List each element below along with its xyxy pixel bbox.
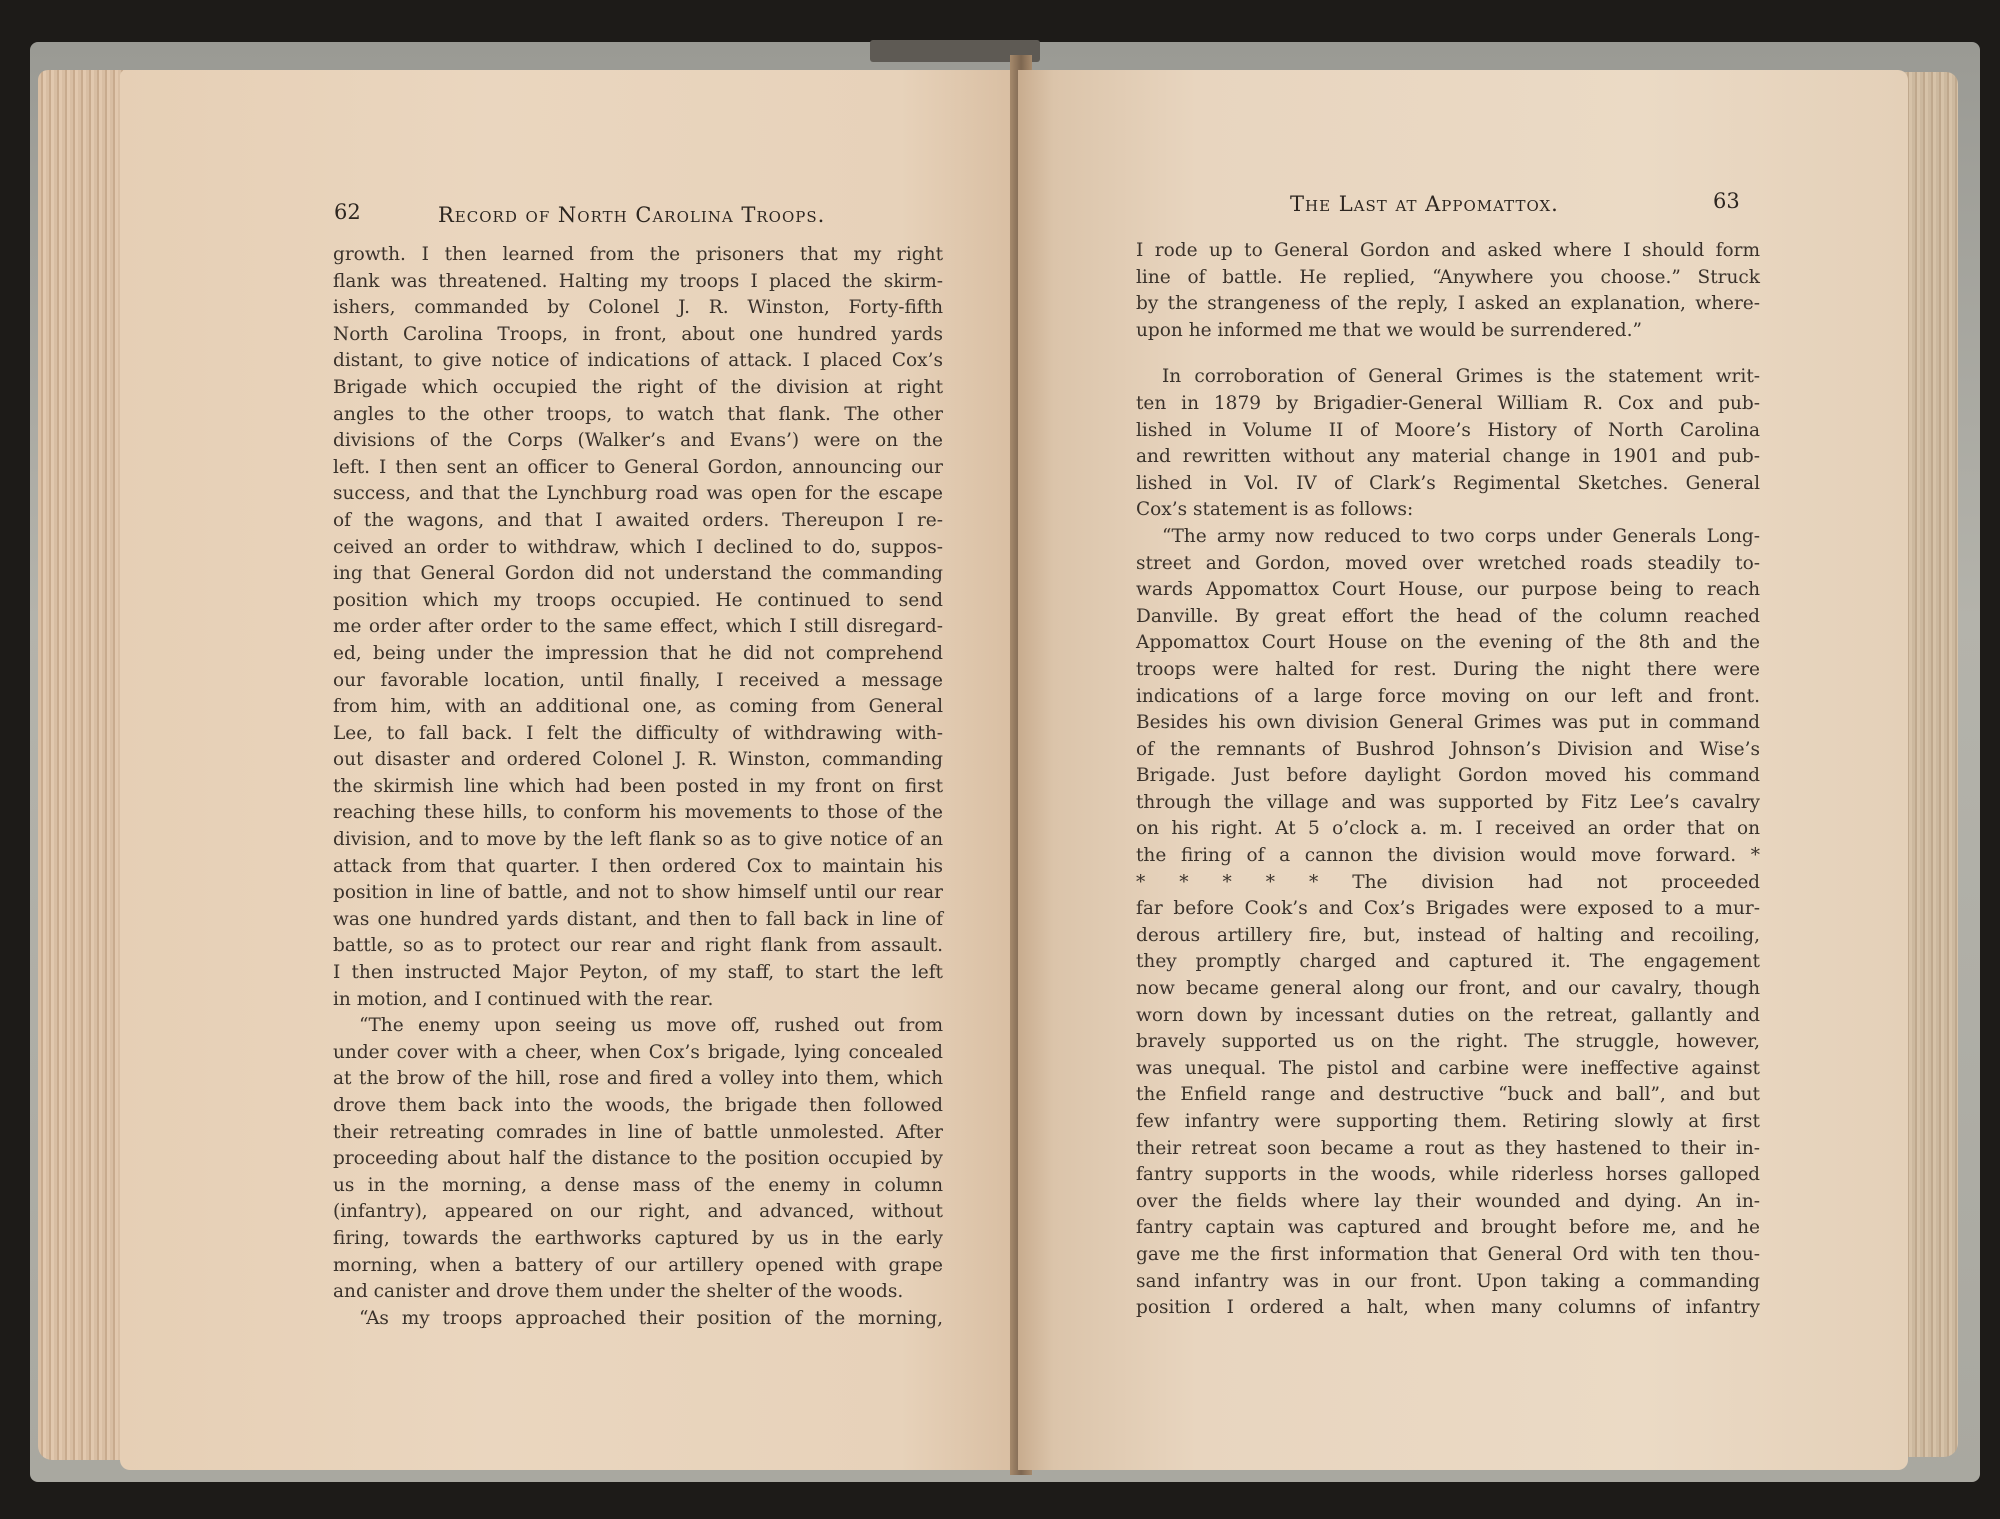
left-page (120, 70, 1038, 1470)
text-line: upon he informed me that we would be surrendered.” (1136, 319, 1642, 341)
text-line: left. I then sent an officer to General Gordon, announcing our (333, 456, 943, 478)
right-page-body (1136, 238, 1760, 1322)
text-line: proceeding about half the distance to the position occupied by (333, 1148, 943, 1170)
text-line: success, and that the Lynchburg road was open for the escape (333, 483, 943, 505)
text-line: of the remnants of Bushrod Johnson’s Division and Wise’s (1136, 738, 1760, 760)
text-line: division, and to move by the left flank so as to give notice of an (333, 829, 943, 851)
text-line: divisions of the Corps (Walker’s and Evans’) were on the (333, 430, 943, 452)
text-line: flank was threatened. Halting my troops I placed the skirm- (333, 270, 943, 292)
text-line: Brigade. Just before daylight Gordon moved his command (1136, 765, 1760, 787)
text-line: from him, with an additional one, as coming from General (333, 696, 943, 718)
text-line: lished in Vol. IV of Clark’s Regimental Sketches. General (1136, 472, 1760, 494)
left-page-number: 62 (334, 200, 361, 224)
text-line: far before Cook’s and Cox’s Brigades were exposed to a mur- (1136, 898, 1760, 920)
text-line: ceived an order to withdraw, which I declined to do, suppos- (333, 536, 943, 558)
right-running-head: The Last at Appomattox. (1290, 192, 1559, 216)
text-line: position in line of battle, and not to show himself until our rear (333, 882, 943, 904)
text-line: position I ordered a halt, when many columns of infantry (1136, 1297, 1760, 1319)
text-line: reaching these hills, to conform his movements to those of the (333, 802, 943, 824)
text-line: Brigade which occupied the right of the division at right (333, 376, 943, 398)
text-line: I then instructed Major Peyton, of my staff, to start the left (333, 962, 943, 984)
text-line: and rewritten without any material change in 1901 and pub- (1136, 446, 1760, 468)
text-line: through the village and was supported by Fitz Lee’s cavalry (1136, 791, 1760, 813)
right-page (1018, 70, 1908, 1470)
text-line: was one hundred yards distant, and then to fall back in line of (333, 908, 943, 930)
text-line: attack from that quarter. I then ordered Cox to maintain his (333, 855, 943, 877)
text-line: sand infantry was in our front. Upon taking a commanding (1136, 1270, 1760, 1292)
text-line: growth. I then learned from the prisoners that my right (333, 244, 943, 265)
text-line: battle, so as to protect our rear and right flank from assault. (333, 935, 943, 957)
text-line: firing, towards the earthworks captured by us in the early (333, 1227, 943, 1249)
text-line: Besides his own division General Grimes was put in command (1136, 712, 1760, 734)
text-line: * * * * * The division had not proceeded (1136, 871, 1760, 893)
text-line: gave me the first information that General Ord with ten thou- (1136, 1243, 1760, 1265)
text-line: ed, being under the impression that he did not comprehend (333, 642, 943, 664)
left-running-head: Record of North Carolina Troops. (438, 203, 826, 227)
text-line: distant, to give notice of indications of attack. I placed Cox’s (333, 350, 943, 372)
text-line: (infantry), appeared on our right, and advanced, without (333, 1201, 943, 1223)
text-line: now became general along our front, and our cavalry, though (1136, 978, 1760, 1000)
text-line: us in the morning, a dense mass of the enemy in column (333, 1174, 943, 1196)
text-line: by the strangeness of the reply, I asked an explanation, where- (1136, 293, 1760, 315)
text-line: “The army now reduced to two corps under Generals Long- (1162, 525, 1760, 547)
text-line: morning, when a battery of our artillery opened with grape (333, 1254, 943, 1276)
text-line: derous artillery fire, but, instead of halting and recoiling, (1136, 924, 1760, 946)
text-line: and canister and drove them under the shelter of the woods. (333, 1281, 904, 1303)
text-line: North Carolina Troops, in front, about one hundred yards (333, 323, 943, 345)
text-line: angles to the other troops, to watch that flank. The other (333, 403, 943, 425)
paragraph-gap (1136, 344, 1760, 364)
text-line: the firing of a cannon the division would move forward. * (1136, 845, 1760, 867)
text-line: “The enemy upon seeing us move off, rushed out from (359, 1015, 943, 1037)
text-line: under cover with a cheer, when Cox’s brigade, lying concealed (333, 1041, 943, 1063)
text-line: in motion, and I continued with the rear. (333, 988, 714, 1010)
text-line: the Enfield range and destructive “buck and ball”, and but (1136, 1084, 1760, 1106)
text-line: “As my troops approached their position of the morning, (359, 1307, 943, 1329)
text-line: our favorable location, until finally, I received a message (333, 669, 943, 691)
text-line: wards Appomattox Court House, our purpose being to reach (1136, 579, 1760, 601)
text-line: ing that General Gordon did not understand the commanding (333, 563, 943, 585)
left-page-body (333, 242, 943, 1332)
text-line: bravely supported us on the right. The struggle, however, (1136, 1031, 1760, 1053)
text-line: on his right. At 5 o’clock a. m. I received an order that on (1136, 818, 1760, 840)
text-line: ten in 1879 by Brigadier-General William R. Cox and pub- (1136, 392, 1760, 414)
text-line: their retreat soon became a rout as they hastened to their in- (1136, 1137, 1760, 1159)
text-line: troops were halted for rest. During the night there were (1136, 658, 1760, 680)
text-line: indications of a large force moving on our left and front. (1136, 685, 1760, 707)
text-line: Appomattox Court House on the evening of the 8th and the (1136, 632, 1760, 654)
right-page-number: 63 (1713, 189, 1740, 213)
text-line: Danville. By great effort the head of the column reached (1136, 605, 1760, 627)
text-line: street and Gordon, moved over wretched roads steadily to- (1136, 552, 1760, 574)
text-line: at the brow of the hill, rose and fired a volley into them, which (333, 1068, 943, 1090)
text-line: line of battle. He replied, “Anywhere you choose.” Struck (1136, 266, 1760, 288)
text-line: out disaster and ordered Colonel J. R. Winston, commanding (333, 749, 943, 771)
text-line: drove them back into the woods, the brigade then followed (333, 1095, 943, 1116)
text-line: position which my troops occupied. He continued to send (333, 589, 943, 611)
text-line: fantry captain was captured and brought before me, and he (1136, 1217, 1760, 1239)
text-line: over the fields where lay their wounded and dying. An in- (1136, 1190, 1760, 1212)
text-line: the skirmish line which had been posted in my front on first (333, 775, 943, 797)
text-line: their retreating comrades in line of battle unmolested. After (333, 1121, 943, 1143)
text-line: of the wagons, and that I awaited orders. Thereupon I re- (333, 509, 943, 531)
text-line: Lee, to fall back. I felt the difficulty of withdrawing with- (333, 722, 943, 744)
text-line: they promptly charged and captured it. The engagement (1136, 951, 1760, 973)
text-line: lished in Volume II of Moore’s History of North Carolina (1136, 419, 1760, 441)
text-line: few infantry were supporting them. Retiring slowly at first (1136, 1111, 1760, 1132)
text-line: fantry supports in the woods, while riderless horses galloped (1136, 1164, 1760, 1186)
text-line: I rode up to General Gordon and asked where I should form (1136, 240, 1760, 261)
text-line: was unequal. The pistol and carbine were ineffective against (1136, 1057, 1760, 1079)
text-line: ishers, commanded by Colonel J. R. Winston, Forty-fifth (333, 297, 943, 319)
text-line: me order after order to the same effect, which I still disregard- (333, 616, 943, 638)
text-line: Cox’s statement is as follows: (1136, 499, 1414, 521)
text-line: worn down by incessant duties on the retreat, gallantly and (1136, 1004, 1760, 1026)
text-line: In corroboration of General Grimes is the statement writ- (1162, 366, 1760, 388)
